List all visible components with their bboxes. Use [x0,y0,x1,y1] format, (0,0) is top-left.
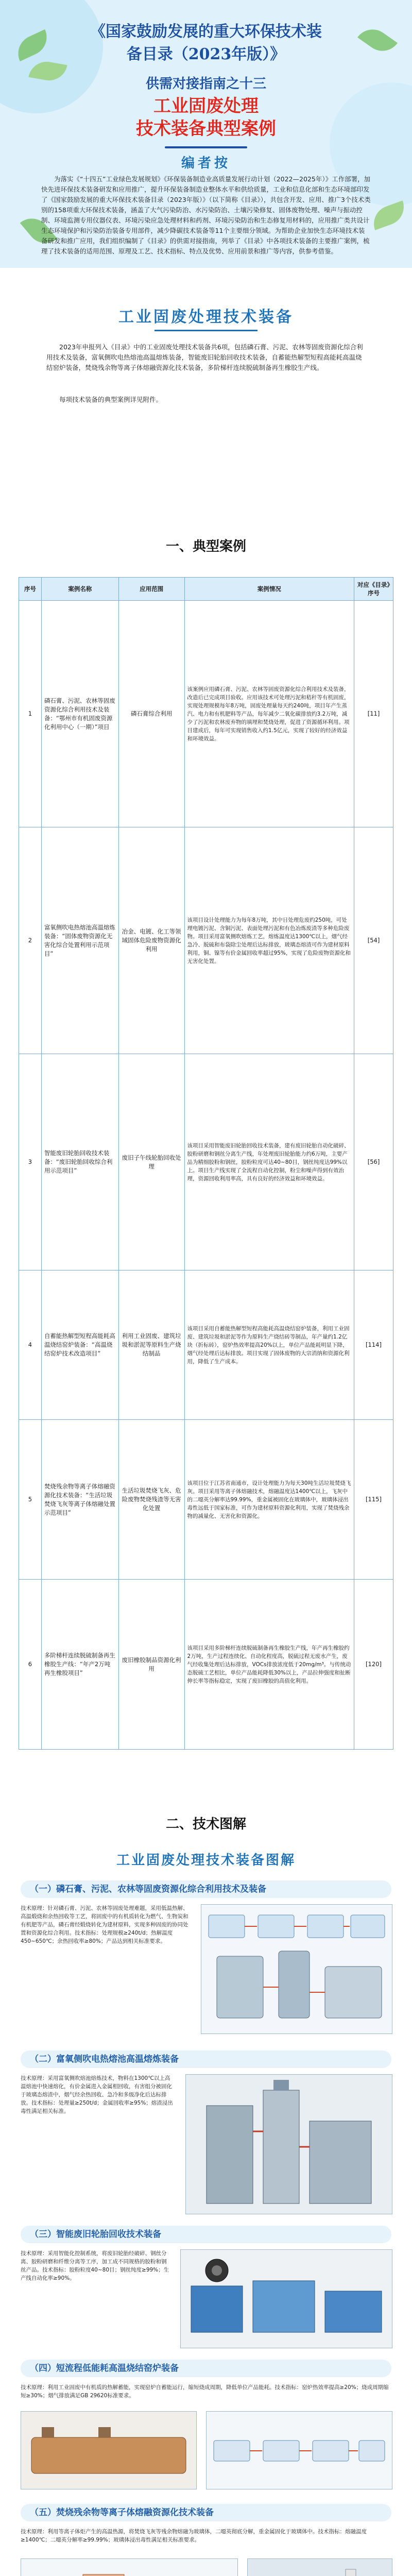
equipment-photo [247,2558,392,2576]
diagram-title: （五）焚烧残余物等离子体熔融资源化技术装备 [21,2504,391,2521]
diagram-text: 技术原理：采用富氧侧吹熔池熔炼技术，物料在1300℃以上高温熔池中快速熔化，有价金属进入金属相回收，有害组分被固化于玻璃态熔渣中，烟气经余热回收、急冷和多级净化后达标排放。技术指标：处理量≥250t/d；金属回收率≥95%；熔渣浸出毒性满足相关标准。 [21,2075,173,2114]
cell-desc: 该项目采用智能废旧轮胎回收技术装备，建有废旧轮胎自动化破碎、胶粉研磨和钢丝分离生产线，年处理废旧轮胎能力约6万吨，主要产品为精细胶粉和钢丝，胶粉粒度可达40~80目，钢丝纯度达99%以上。项目生产线实现了全流程自动化控制，粉尘和噪声得到有效治理，资源回收利用率高，具有良好的经济效益和环境效益。 [184,1054,354,1270]
ref-number: 115 [368,1496,380,1503]
equipment-photo [21,2411,197,2489]
cell-ref: [120] [354,1580,393,1750]
process-diagram-image [21,2558,238,2576]
ref-number: 114 [368,1341,380,1348]
title-line-2: 备目录（2023年版）》 [126,45,286,63]
topic-title [31,95,381,140]
cell-no: 3 [19,1054,42,1270]
column-header: 应用范围 [118,578,184,601]
section-heading: 二、技术图解 [165,1817,246,1832]
table-row [19,1054,393,1270]
cell-ref: [11] [354,601,393,827]
leaf-icon [369,200,409,230]
plasma-process-icon [21,2559,237,2576]
divider [154,330,258,331]
table-row [19,601,393,827]
header-banner [0,0,412,268]
section-heading: 一、典型案例 [165,539,246,554]
equipment-photo [185,2074,392,2214]
intro-paragraph: 每项技术装备的典型案例详见附件。 [59,396,163,403]
case-table [19,577,393,1750]
ref-number: 120 [368,1660,380,1668]
title-line-1: 《国家鼓励发展的重大环保技术装 [90,23,322,41]
table-header-row [19,578,393,601]
diagram-title: （二）富氧侧吹电热熔池高温熔炼装备 [21,2050,391,2068]
cell-ref: [56] [354,1054,393,1270]
diagram-text: 技术原理：利用工业固废中有机质的热解蓄能，实现窑炉自蓄能运行，缩短烧成周期，降低单位产品能耗。技术指标：窑炉热效率提高≥20%；烧成周期缩短≥30%；烟气排放满足GB 29620标准要求。 [21,2384,389,2399]
cell-no: 1 [19,601,42,827]
cell-ref: [114] [354,1270,393,1420]
section-banner: 工业固废处理技术装备 [118,308,294,326]
table-row [19,827,393,1054]
cell-desc: 该项目设计处理能力为每年8万吨，其中日处理危废约250吨，可处理电镀污泥、含铜污泥、表面处理污泥和有色冶炼废渣等多种危险废物。项目采用富氧侧吹熔炼工艺，熔炼温度达1300℃以上，烟气经急冷、脱硫和布袋除尘处理后达标排放，玻璃态熔渣可作为建材原料利用，铜、镍等有价金属回收率超过95%，实现了危险废物资源化和无害化处置。 [184,827,354,1054]
cell-ref: [54] [354,827,393,1054]
cell-scope: 利用工业固废、建筑垃圾和淤泥等原料生产烧结制品 [118,1270,184,1420]
intro-paragraph: 2023年申报列入《目录》中的工业固废处理技术装备共6项，包括磷石膏、污泥、农林等固废资源化综合利用技术及装备，富氧侧吹电热熔池高温熔炼装备，智能废旧轮胎回收技术装备，自蓄能热解型短程高能耗高温烧结窑炉装备，焚烧残余物等离子体熔融资源化技术装备，多阶梯杆连续脱硫制备再生橡胶生产线。 [46,343,363,371]
table-row [19,1420,393,1580]
cell-name: 多阶梯杆连续脱硫制备再生橡胶生产线：“年产2万吨再生橡胶项目” [41,1580,118,1750]
cell-desc: 该案例应用磷石膏、污泥、农林等固废资源化综合利用技术及装备，改造后已完成项目验收。应用该技术可处理污泥和秸秆等有机固废，实现处理规模每年8万吨，固废处理量每天约240吨，项目年产生蒸汽、电力和有机肥料等产品，每年减少二氧化碳排放约3.2万吨，减少了污泥和农林废弃物的填埋和焚烧处理，促进了资源循环利用。项目建成后，每年可实现销售收入约1.5亿元，实现了较好的经济效益和环境效益。 [184,601,354,827]
cell-no: 2 [19,827,42,1054]
column-header: 对应《目录》序号 [354,578,393,601]
process-flow-icon [201,1905,392,2033]
cell-ref: [115] [354,1420,393,1580]
cell-name: 磷石膏、污泥、农林等固废资源化综合利用技术及装备：“鄂州市有机固废资源化利用中心（一期）”项目 [41,601,118,827]
cell-desc: 该项目位于江苏省南通市，设计处理能力为每天30吨生活垃圾焚烧飞灰。项目采用等离子体熔融技术，熔融温度达1400℃以上，飞灰中的二噁英分解率达99.99%，重金属被固化在玻璃体中，玻璃体浸出毒性远低于国家标准，可作为建材原料资源化利用，实现了焚烧残余物的减量化、无害化和资源化。 [184,1420,354,1580]
cell-desc: 该项目采用自蓄能热解型短程高能耗高温烧结窑炉装备，利用工业固废、建筑垃圾和淤泥等作为原料生产烧结砖等制品，年产量约1.2亿块（折标砖），窑炉热效率提高20%以上，单位产品能耗明显下降，烟气经处理后达标排放。项目实现了固体废物的大宗消纳和资源化利用，降低了生产成本。 [184,1270,354,1420]
cell-name: 自蓄能热解型短程高能耗高温烧结窑炉装备：“高温烧结窑炉技术改造项目” [41,1270,118,1420]
table-row [19,1270,393,1420]
editor-note-heading: 编者按 [181,156,231,171]
cell-no: 6 [19,1580,42,1750]
editor-note-text: 为落实《“十四五”工业绿色发展规划》《环保装备制造业高质量发展行动计划（2022—2025年）》工作部署，加快先进环保技术装备研发和应用推广，提升环保装备制造业整体水平和供给质量，工业和信息化部和生态环境部印发了《国家鼓励发展的重大环保技术装备目录（2023年版）》（以下简称《目录》），共包含开发、应用、推广3个技术类别的158项重大环保技术装备，涵盖了大气污染防治、水污染防治、土壤污染修复、固体废物处理、噪声与振动控制、环境监测专用仪器仪表、环境污染应急处理材料和药剂、环境污染防治和生态修复用材料的，应用推广类共设计生态环境保护和污染防治装备专用部件，减少降碳技术装备等11个主要细分领域。为帮助企业加快生态环境技术装备研发和推广应用，我们组织编制了《目录》的供需对接指南，列举了《目录》中各项技术装备的主要推广案例，梳理了技术装备的适用范围、原理及工艺、技术指标、特点及优势、应用前景和推广等内容，供参考借鉴。 [41,175,371,255]
cell-name: 焚烧残余物等离子体熔融资源化技术装备：“生活垃圾焚烧飞灰等离子体熔融处置示范项目” [41,1420,118,1580]
cell-name: 富氧侧吹电热熔池高温熔炼装备：“固体废物资源化无害化综合处置利用示范项目” [41,827,118,1054]
cell-name: 智能废旧轮胎回收技术装备：“废旧轮胎回收综合利用示范项目” [41,1054,118,1270]
smelting-furnace-icon [186,2075,392,2214]
ref-number: 54 [370,937,377,944]
cell-scope: 废旧子午线轮胎回收处理 [118,1054,184,1270]
topic-line-2: 技术装备典型案例 [136,118,276,139]
plant-building-icon [248,2559,392,2576]
ref-number: 11 [370,710,377,717]
cell-scope: 废旧橡胶制品资源化利用 [118,1580,184,1750]
diagram-text: 技术原理：采用智能化控制系统，将废旧轮胎经破碎、钢丝分离、胶粉研磨和纤维分离等工序，加工成不同规格的胶粉和钢丝产品。技术指标：胶粉粒度40~80目；钢丝纯度≥99%；生产线自动化率≥90%。 [21,2250,169,2281]
process-flow-icon [207,2412,392,2489]
diagram-text: 技术原理：针对磷石膏、污泥、农林等固废处理难题，采用低温热解、高温煅烧和余热回收等工艺，将固废中的有机质转化为燃气、生物炭和有机肥等产品，磷石膏经煅烧转化为建材原料，实现多种固废的协同处置和资源化综合利用。技术指标：处理规模≥240t/d；热解温度450~650℃；余热回收率≥80%；产品达到相关标准要求。 [21,1905,188,1944]
diagram-text: 技术原理：利用等离子体炬产生的高温热源，将焚烧飞灰等残余物熔融为玻璃体，二噁英彻底分解，重金属固化于玻璃体中。技术指标：熔融温度≥1400℃；二噁英分解率≥99.99%；玻璃体浸出毒性满足相关标准要求。 [21,2529,367,2543]
diagram-title: （四）短流程低能耗高温烧结窑炉装备 [21,2360,391,2377]
ref-number: 56 [370,1158,377,1165]
page-subtitle: 供需对接指南之十三 [145,76,266,92]
process-diagram-image [206,2411,392,2489]
cell-no: 4 [19,1270,42,1420]
divider [165,146,247,148]
cell-scope: 冶金、电镀、化工等领域固体危险废物资源化利用 [118,827,184,1054]
cell-no: 5 [19,1420,42,1580]
kiln-icon [21,2412,196,2489]
process-diagram-image [201,1904,392,2034]
cell-scope: 磷石膏综合利用 [118,601,184,827]
diagram-title: （一）磷石膏、污泥、农林等固废资源化综合利用技术及装备 [21,1880,391,1898]
diagram-title: （三）智能废旧轮胎回收技术装备 [21,2226,391,2243]
tire-recycling-line-icon [181,2250,392,2348]
equipment-photo [180,2249,392,2348]
column-header: 案例情况 [184,578,354,601]
page-title [36,21,376,66]
column-header: 案例名称 [41,578,118,601]
cell-scope: 生活垃圾焚烧飞灰、危险废物焚烧残渣等无害化处置 [118,1420,184,1580]
table-row [19,1580,393,1750]
column-header: 序号 [19,578,42,601]
cell-desc: 该项目采用多阶梯杆连续脱硫制备再生橡胶生产线，年产再生橡胶约2万吨，生产过程连续化、自动化程度高，脱硫过程无废水产生，废气经收集处理后达标排放，VOCs排放浓度低于20mg/m³。与传统动态脱硫工艺相比，单位产品能耗降低30%以上，产品拉伸强度和扯断伸长率等指标稳定，实现了废旧橡胶的高值化利用。 [184,1580,354,1750]
section-banner: 工业固废处理技术装备图解 [116,1853,296,1868]
topic-line-1: 工业固废处理 [153,96,259,116]
